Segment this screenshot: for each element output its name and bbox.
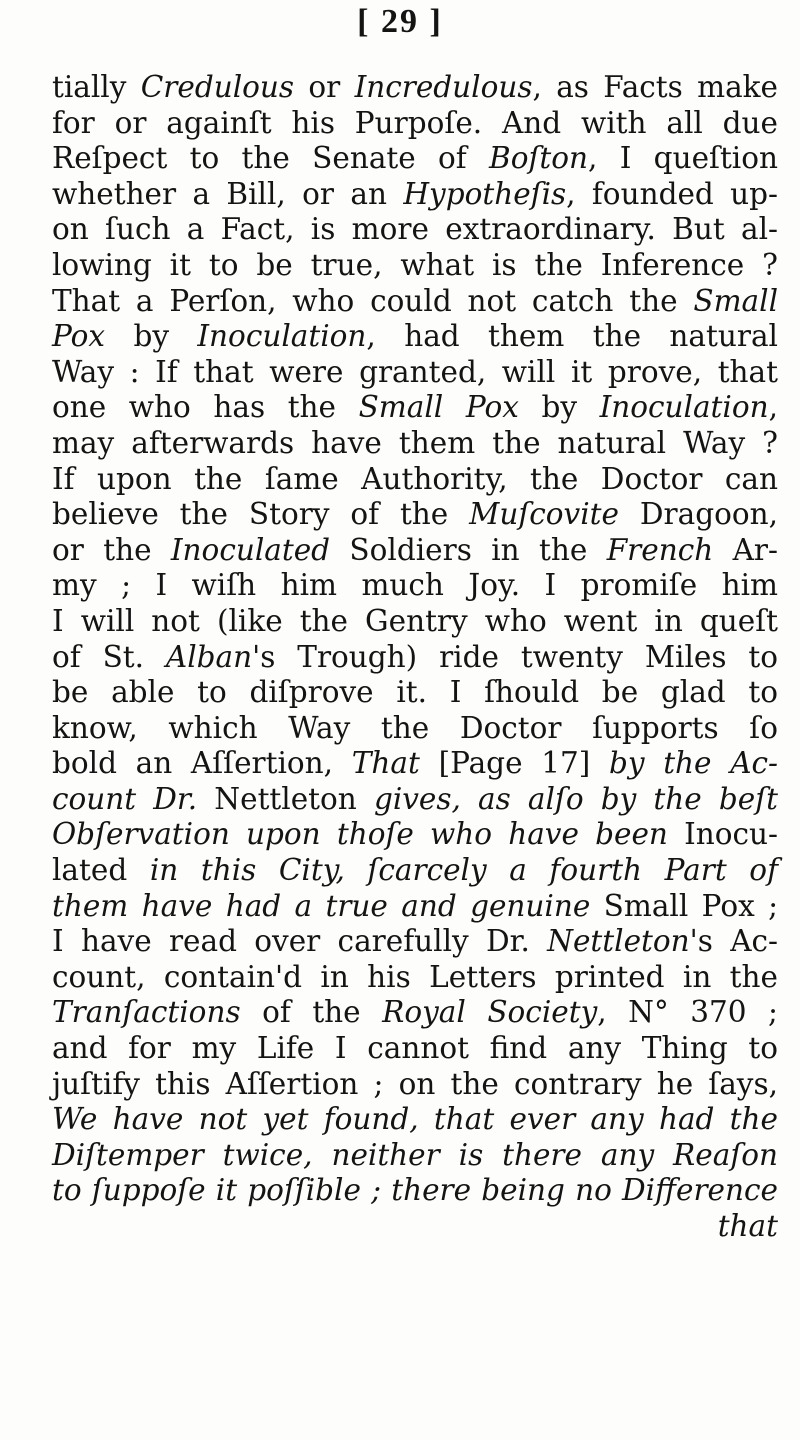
roman-text: my ; I wiſh him much Joy. I promiſe him	[52, 568, 778, 603]
italic-text: We have not yet found, that ever any had the	[52, 1102, 778, 1137]
text-line	[52, 1102, 778, 1138]
italic-text: Boſton	[489, 141, 589, 176]
roman-text: lated	[52, 853, 150, 888]
text-line	[52, 497, 778, 533]
italic-text: Hypotheſis	[403, 176, 567, 211]
roman-text: bold an Aſſertion,	[52, 746, 352, 781]
text-line	[52, 248, 778, 284]
text-line	[52, 746, 778, 782]
text-line	[52, 284, 778, 320]
italic-text: them have had a true and genuine	[52, 888, 591, 923]
roman-text: by	[518, 390, 600, 425]
italic-text: Inoculated	[170, 532, 331, 567]
italic-text: in this City, ſcarcely a fourth Part of	[149, 853, 778, 888]
italic-text: that	[717, 1209, 778, 1243]
italic-text: Inoculation	[599, 390, 769, 425]
roman-text: believe the Story of the	[52, 497, 470, 532]
text-line	[52, 426, 778, 462]
text-line	[52, 924, 778, 960]
italic-text: Obſervation upon thoſe who have been	[52, 817, 668, 852]
roman-text: Inocu-	[667, 817, 779, 852]
italic-text: Muſcovite	[469, 497, 619, 532]
text-line	[52, 390, 778, 426]
roman-text: of the	[240, 995, 383, 1030]
italic-text: Credulous	[140, 70, 295, 104]
roman-text: know, which Way the Doctor ſupports ſo	[52, 710, 778, 745]
roman-text: may afterwards have them the natural Way ?	[52, 425, 778, 460]
text-line	[52, 1209, 778, 1245]
italic-text: Small	[693, 283, 778, 318]
italic-text: Alban	[165, 639, 253, 674]
text-line	[52, 533, 778, 569]
roman-text: one who has the	[52, 390, 359, 425]
page-number: [ 29 ]	[357, 3, 443, 40]
roman-text: Small Pox ;	[590, 888, 779, 923]
italic-text: Royal Society	[382, 995, 598, 1030]
roman-text: Way : If that were granted, will it prove, that	[52, 354, 778, 389]
roman-text: tially	[52, 70, 141, 104]
italic-text: by the Ac-	[608, 746, 778, 781]
italic-text: gives, as alſo by the beſt	[373, 781, 778, 816]
roman-text: or the	[52, 532, 171, 567]
text-line	[52, 817, 778, 853]
body-text	[52, 70, 778, 1245]
roman-text: I will not (like the Gentry who went in queſt	[52, 603, 778, 638]
text-line	[52, 853, 778, 889]
roman-text: whether a Bill, or an	[52, 176, 404, 211]
italic-text: That	[351, 746, 420, 781]
roman-text: on ſuch a Fact, is more extraordinary. But al-	[52, 212, 778, 247]
text-line	[52, 319, 778, 355]
italic-text: Pox	[52, 319, 106, 354]
roman-text: and for my Life I cannot find any Thing to	[52, 1031, 778, 1066]
italic-text: Inoculation	[197, 319, 367, 354]
roman-text: for or againſt his Purpoſe. And with all due	[52, 105, 778, 140]
text-line	[52, 462, 778, 498]
italic-text: Diſtemper twice, neither is there any Reaſon	[52, 1137, 778, 1172]
text-line	[52, 782, 778, 818]
text-line	[52, 1138, 778, 1174]
roman-text: or	[294, 70, 355, 104]
roman-text: , founded up-	[566, 176, 779, 211]
roman-text: of St.	[52, 639, 166, 674]
roman-text: lowing it to be true, what is the Inference ?	[52, 247, 778, 282]
text-line	[52, 604, 778, 640]
roman-text: [Page 17]	[419, 746, 609, 781]
roman-text: Dragoon,	[618, 497, 778, 532]
text-line	[52, 70, 778, 106]
italic-text: Incredulous	[354, 70, 533, 104]
roman-text: , I queſtion	[588, 141, 778, 176]
text-line	[52, 177, 778, 213]
text-line	[52, 889, 778, 925]
italic-text: Nettleton	[547, 924, 690, 959]
roman-text: count, contain'd in his Letters printed in the	[52, 959, 778, 994]
roman-text: That a Perſon, who could not catch the	[52, 283, 694, 318]
roman-text: juſtify this Aſſertion ; on the contrary he ſays,	[52, 1066, 778, 1101]
text-line	[52, 711, 778, 747]
text-line	[52, 1031, 778, 1067]
roman-text: be able to diſprove it. I ſhould be glad to	[52, 675, 778, 710]
roman-text: , N° 370 ;	[597, 995, 778, 1030]
text-line	[52, 995, 778, 1031]
roman-text: 's Trough) ride twenty Miles to	[252, 639, 778, 674]
text-line	[52, 675, 778, 711]
text-line	[52, 1067, 778, 1103]
roman-text: Ar-	[713, 532, 778, 567]
roman-text: Reſpect to the Senate of	[52, 141, 490, 176]
text-line	[52, 1173, 778, 1209]
roman-text: I have read over carefully Dr.	[52, 924, 548, 959]
italic-text: to ſuppoſe it poſſible ; there being no Difference	[52, 1173, 778, 1208]
text-line	[52, 106, 778, 142]
roman-text: , had them the natural	[366, 319, 778, 354]
roman-text: 's Ac-	[689, 924, 778, 959]
roman-text: Soldiers in the	[330, 532, 607, 567]
italic-text: count Dr.	[52, 781, 198, 816]
text-line	[52, 355, 778, 391]
text-line	[52, 960, 778, 996]
italic-text: French	[606, 532, 714, 567]
roman-text: If upon the ſame Authority, the Doctor can	[52, 461, 778, 496]
roman-text: ,	[768, 390, 778, 425]
roman-text: Nettleton	[197, 781, 374, 816]
text-line	[52, 568, 778, 604]
italic-text: Tranſactions	[52, 995, 241, 1030]
text-line	[52, 212, 778, 248]
text-line	[52, 640, 778, 676]
roman-text: , as Facts make	[532, 70, 778, 104]
text-line	[52, 141, 778, 177]
roman-text: by	[105, 319, 198, 354]
italic-text: Small Pox	[358, 390, 519, 425]
